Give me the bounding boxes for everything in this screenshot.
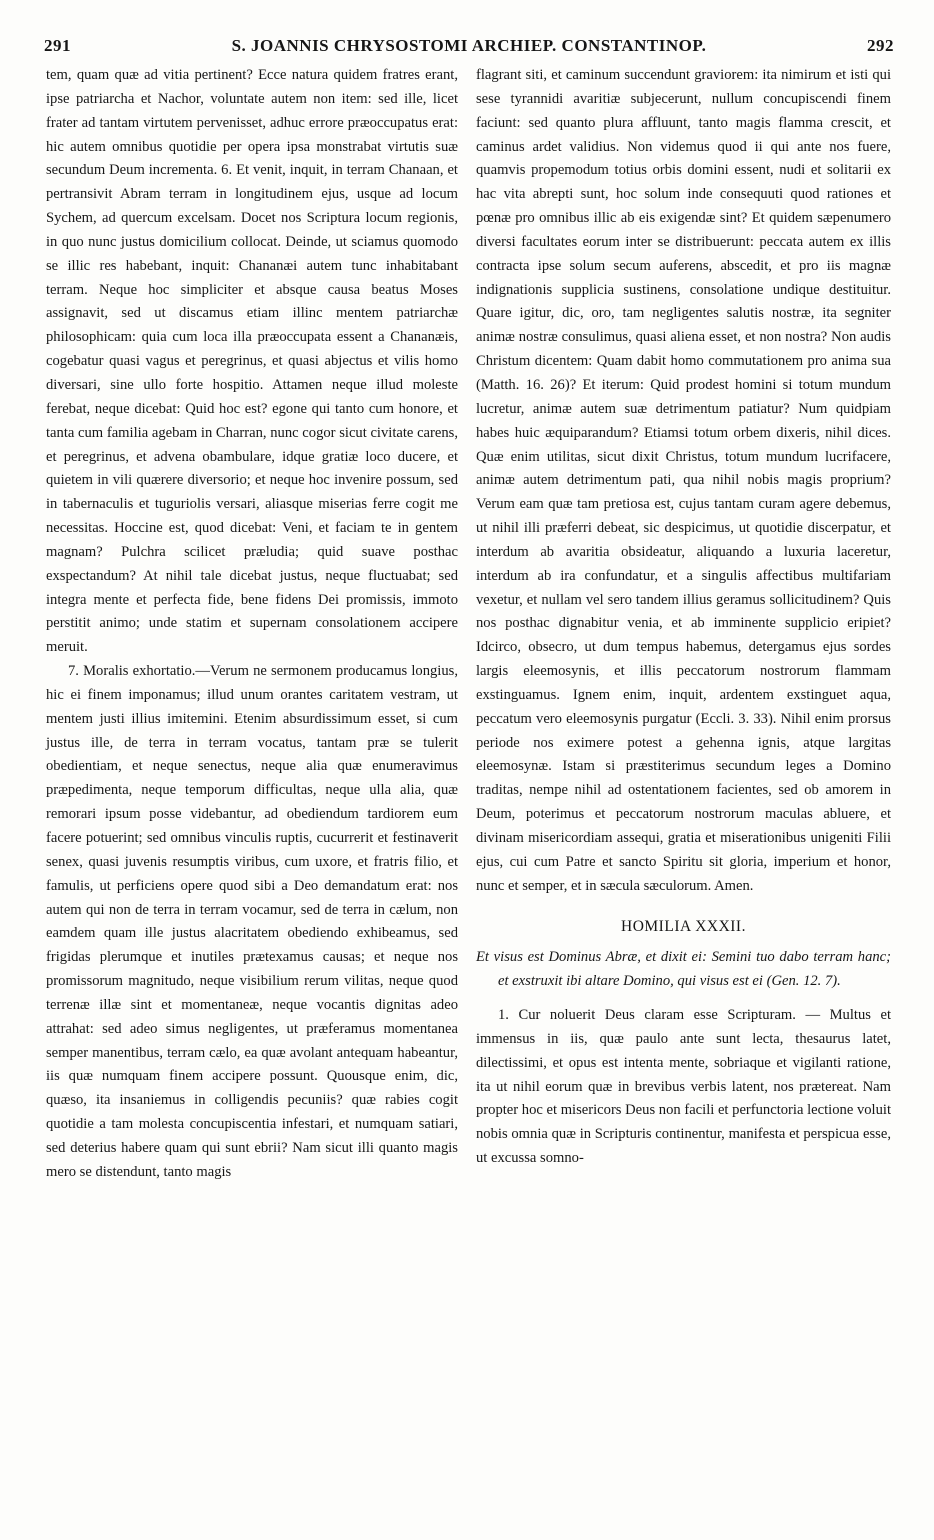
homily-heading: HOMILIA XXXII.	[621, 917, 746, 935]
paragraph: 7. Moralis exhortatio.—Verum ne sermonem producamus longius, hic ei finem imponamus; illud unum orantes caritatem vestram, ut mentem justi illius imitemini. Etenim absurdissimum esset, si cum justus ille, de terra in terram vocatus, tantam præ se tulerit obedientiam, et neque senectus, neque alia quæ enumeravimus præpedimenta, neque temporum difficultas, neque ulla alia, quæ remorari ipsum posse videbantur, ad obediendum tardiorem eum facere potuerint; sed omnibus vinculis ruptis, cucurrerit et festinaverit senex, quasi juvenis resumptis viribus, cum uxore, et fratris filio, et famulis, ut perficiens opere quod sibi a Deo demandatum erat: nos autem qui non de terra in terram vocamur, sed de terra in cælum, non eamdem quam ille justus alacritatem obediendo exhibeamus, sed frigidas plerumque et inutiles prætexamus causas; et neque nos promissorum magnitudo, neque visibilium rerum vilitas, neque quod terrenæ illæ sint et momentaneæ, neque vocantis dignitas adeo attrahat: sed adeo simus negligentes, ut præferamus momentanea semper manentibus, terram cælo, ea quæ avolant antequam habeantur, iis quæ numquam finem accipere possunt. Quousque enim, dic, quæso, ita insaniemus in colligendis pecuniis? quæ rabies cogit quotidie a tam molesta concupiscentia infestari, et numquam satiari, sed deterius habere quam qui sunt ebrii? Nam sicut illi quanto magis mero se distendunt, tanto magis	[46, 663, 458, 1180]
scripture-verse: Et visus est Dominus Abræ, et dixit ei: Semini tuo dabo terram hanc; et exstruxit ibi altare Domino, qui visus est ei (Gen. 12. 7).	[476, 949, 891, 990]
page-number-right: 292	[867, 36, 894, 55]
page-number-left: 291	[44, 36, 71, 55]
right-column	[476, 64, 891, 1171]
left-column	[46, 64, 458, 1185]
paragraph: 1. Cur noluerit Deus claram esse Scripturam. — Multus et immensus in iis, quæ paulo ante sunt lecta, thesaurus latet, dilectissimi, et opus est intenta mente, sobriaque et vigilanti ratione, ita ut nihil eorum quæ in brevibus verbis latent, nos prætereat. Nam propter hoc et misericors Deus non facili et perfunctoria lectione voluit nobis omnia quæ in Scripturis continentur, manifesta et perspicua esse, ut excussa somno-	[476, 1007, 891, 1167]
paragraph: flagrant siti, et caminum succendunt graviorem: ita nimirum et isti qui sese tyrannidi avaritiæ subjecerunt, nullum concupiscendi finem faciunt: sed quanto plura affluunt, tanto magis flamma crescit, et caminus ardet validius. Non videmus quod ii qui ante nos fuere, quamvis propemodum totius orbis domini essent, nudi et solitarii ex hac vita abrepti sunt, hoc solum inde consequuti quod rationes et pœnæ pro omnibus illic ab eis exigendæ sint? Et quidem sæpenumero diversi facultates eorum inter se distribuerunt: peccata autem ex illis contracta ipse solum secum auferens, abscedit, et pro iis magnæ indignationis supplicia sustinens, consolatione undique destituitur. Quare igitur, dic, oro, tam negligentes salutis nostræ, ita segniter animæ nostræ consulimus, quasi aliena esset, et non nostra? Non audis Christum dicentem: Quam dabit homo commutationem pro anima sua (Matth. 16. 26)? Et iterum: Quid prodest homini si totum mundum lucretur, animæ autem suæ detrimentum patiatur? Num quidpiam habes huic æquiparandum? Etiamsi totum orbem dixeris, nihil dices. Quæ enim utilitas, sicut dixit Christus, totum mundum lucrifacere, animæ autem detrimentum pati, qua nihil nobis magis proprium? Verum eam quæ tam pretiosa est, cujus tantam curam agere debemus, ut nihil illi præferri debeat, sic despicimus, ut quotidie discerpatur, et interdum ab avaritia obsideatur, aliquando a luxuria laceretur, interdum ab ira confundatur, et a singulis affectibus multifariam vexetur, et nullam vel sero tandem illius geramus sollicitudinem? Quis nos posthac dignabitur venia, et ab imminente supplicio eripiet? Idcirco, obsecro, ut dum tempus habemus, detergamus ejus sordes largis eleemosynis, et illis peccatorum nostrorum flammam exstinguamus. Ignem enim, inquit, ardentem exstinguet aqua, peccatum vero eleemosynis purgatur (Eccli. 3. 33). Nihil enim prorsus periode nos eximere potest a gehenna ignis, atque largitas eleemosynæ. Istam si præstiterimus secundum leges a Domino traditas, nempe nihil ad ostentationem facientes, sed ob amorem in Deum, poterimus et peccatorum nostrorum maculas abluere, et divinam misericordiam assequi, gratia et miserationibus unigeniti Filii ejus, cui cum Patre et sancto Spiritu sit gloria, imperium et honor, nunc et semper, et in sæcula sæculorum. Amen.	[476, 67, 891, 894]
running-header	[44, 36, 894, 62]
paragraph: tem, quam quæ ad vitia pertinent? Ecce natura quidem fratres erant, ipse patriarcha et Nachor, voluntate autem non item: sed ille, licet frater ad tantam virtutem pervenisset, adhuc errore præoccupatus erat: hic autem omnibus quotidie per opera ipsa monstrabat virtutis suæ secundum Deum incrementa. 6. Et venit, inquit, in terram Chanaan, et pertransivit Abram terram in longitudinem ejus, usque ad locum Sychem, ad quercum excelsam. Docet nos Scriptura locum regionis, in quo nunc justus domicilium collocat. Deinde, ut sciamus quomodo se illic res habebant, inquit: Chananæi autem tunc inhabitabant terram. Neque hoc simpliciter et absque causa beatus Moses assignavit, sed ut discamus etiam illinc mentem patriarchæ philosophicam: quia cum loca illa præoccupata essent a Chananæis, cogebatur quasi vagus et peregrinus, et quasi abjectus et vilis homo diversari, sine ullo forte hospitio. Attamen neque illud moleste ferebat, neque dicebat: Quid hoc est? egone qui tanto cum honore, et tanta cum familia agebam in Charran, nunc cogor sicut civitate carens, et peregrinus, et advena obambulare, idque gratiæ loco ducere, et quietem in vili quærere diversorio; et neque hoc invenire possum, sed in tabernaculis et tuguriolis versari, aliasque miserias ferre cogit me necessitas. Hoccine est, quod dicebat: Veni, et faciam te in gentem magnam? Pulchra scilicet præludia; quid suave posthac exspectandum? At nihil tale dicebat justus, neque fluctuabat; sed integra mente et perfecta fide, bene fidens Dei promissis, immoto perstitit animo; unde statim et supernam consolationem accipere meruit.	[46, 67, 458, 656]
running-title: S. JOANNIS CHRYSOSTOMI ARCHIEP. CONSTANTINOP.	[231, 36, 707, 55]
